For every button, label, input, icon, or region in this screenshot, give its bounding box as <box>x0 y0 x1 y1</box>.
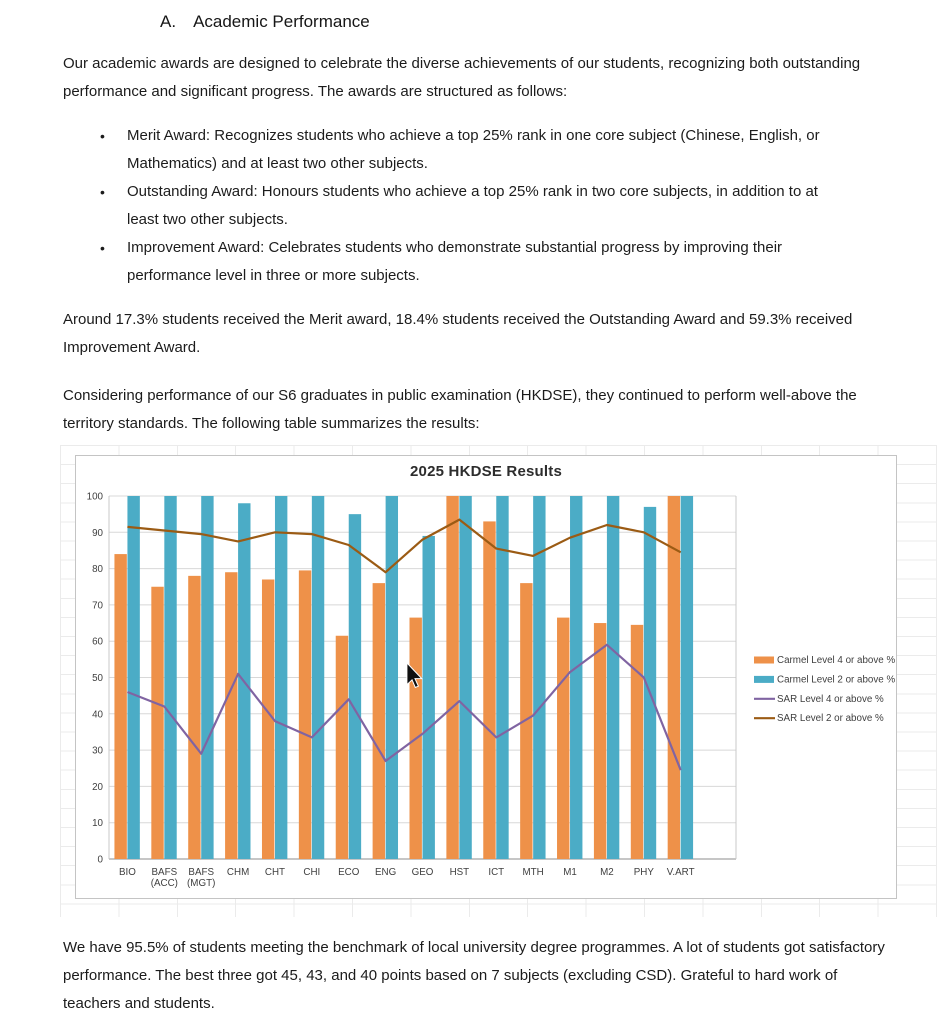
svg-text:ICT: ICT <box>488 867 505 878</box>
svg-text:70: 70 <box>92 600 103 612</box>
svg-text:BAFS: BAFS <box>188 867 215 878</box>
mouse-cursor-icon <box>406 662 424 690</box>
svg-text:20: 20 <box>92 781 103 793</box>
svg-text:80: 80 <box>92 564 103 576</box>
svg-text:SAR Level 4 or above %: SAR Level 4 or above % <box>777 693 884 705</box>
svg-text:90: 90 <box>92 527 103 539</box>
svg-text:BIO: BIO <box>118 867 136 878</box>
svg-text:ENG: ENG <box>375 867 397 878</box>
intro-paragraph: Our academic awards are designed to celebrate the diverse achievements of our students, recognizing both outstanding performance and significant progress. The awards are structured as follows: <box>63 55 861 100</box>
svg-text:50: 50 <box>92 673 103 684</box>
chart-plot-area <box>76 456 896 898</box>
bullet-icon: • <box>100 240 105 256</box>
section-heading <box>160 12 370 32</box>
svg-text:Carmel Level 2 or above %: Carmel Level 2 or above % <box>777 674 896 686</box>
list-item <box>100 122 870 178</box>
list-item <box>100 234 870 290</box>
bullet-icon: • <box>100 128 105 144</box>
svg-text:60: 60 <box>92 636 103 648</box>
hkdse-chart-image <box>60 445 937 917</box>
closing-paragraph: We have 95.5% of students meeting the benchmark of local university degree programmes. A lot of students got satisfactory performance. The best three got 45, 43, and 40 points based on 7 subjects (excluding CSD). Grateful to hard work of teachers and students. <box>63 939 885 1012</box>
bullet-text: Outstanding Award: Honours students who achieve a top 25% rank in two core subjects, in addition to at least two other subjects. <box>127 183 818 228</box>
svg-text:CHT: CHT <box>264 867 286 878</box>
svg-text:40: 40 <box>92 709 103 721</box>
bullet-text: Merit Award: Recognizes students who achieve a top 25% rank in one core subject (Chinese, English, or Mathematics) and at least two other subjects. <box>127 127 820 172</box>
svg-text:10: 10 <box>92 818 103 830</box>
svg-text:CHI: CHI <box>303 867 321 878</box>
hkdse-chart <box>75 455 897 899</box>
svg-text:BAFS: BAFS <box>151 867 178 878</box>
svg-text:(ACC): (ACC) <box>150 878 178 889</box>
awards-stats-paragraph: Around 17.3% students received the Merit award, 18.4% students received the Outstanding Award and 59.3% received Improvement Award. <box>63 311 853 356</box>
svg-text:(MGT): (MGT) <box>187 878 216 889</box>
svg-text:GEO: GEO <box>411 867 434 878</box>
hkdse-intro-paragraph: Considering performance of our S6 graduates in public examination (HKDSE), they continued to perform well-above the territory standards. The following table summarizes the results: <box>63 387 857 432</box>
svg-text:30: 30 <box>92 745 103 757</box>
heading-title: Academic Performance <box>193 12 370 31</box>
svg-text:M2: M2 <box>600 867 614 878</box>
svg-text:PHY: PHY <box>633 867 654 878</box>
heading-number: A. <box>160 12 177 31</box>
chart-title: 2025 HKDSE Results <box>410 463 562 480</box>
svg-text:ECO: ECO <box>338 867 360 878</box>
svg-text:0: 0 <box>97 854 103 866</box>
svg-text:100: 100 <box>86 491 103 503</box>
svg-text:SAR Level 2 or above %: SAR Level 2 or above % <box>777 713 884 725</box>
bullet-text: Improvement Award: Celebrates students who demonstrate substantial progress by improving their performance level in three or more subjects. <box>127 239 783 284</box>
bullet-icon: • <box>100 184 105 200</box>
svg-text:V.ART: V.ART <box>666 867 695 878</box>
list-item <box>100 178 870 234</box>
awards-list <box>100 122 870 290</box>
svg-text:Carmel Level 4 or above %: Carmel Level 4 or above % <box>777 655 896 666</box>
svg-text:HST: HST <box>449 867 470 878</box>
svg-text:M1: M1 <box>563 867 577 878</box>
svg-text:MTH: MTH <box>522 867 544 878</box>
svg-text:CHM: CHM <box>226 867 250 878</box>
